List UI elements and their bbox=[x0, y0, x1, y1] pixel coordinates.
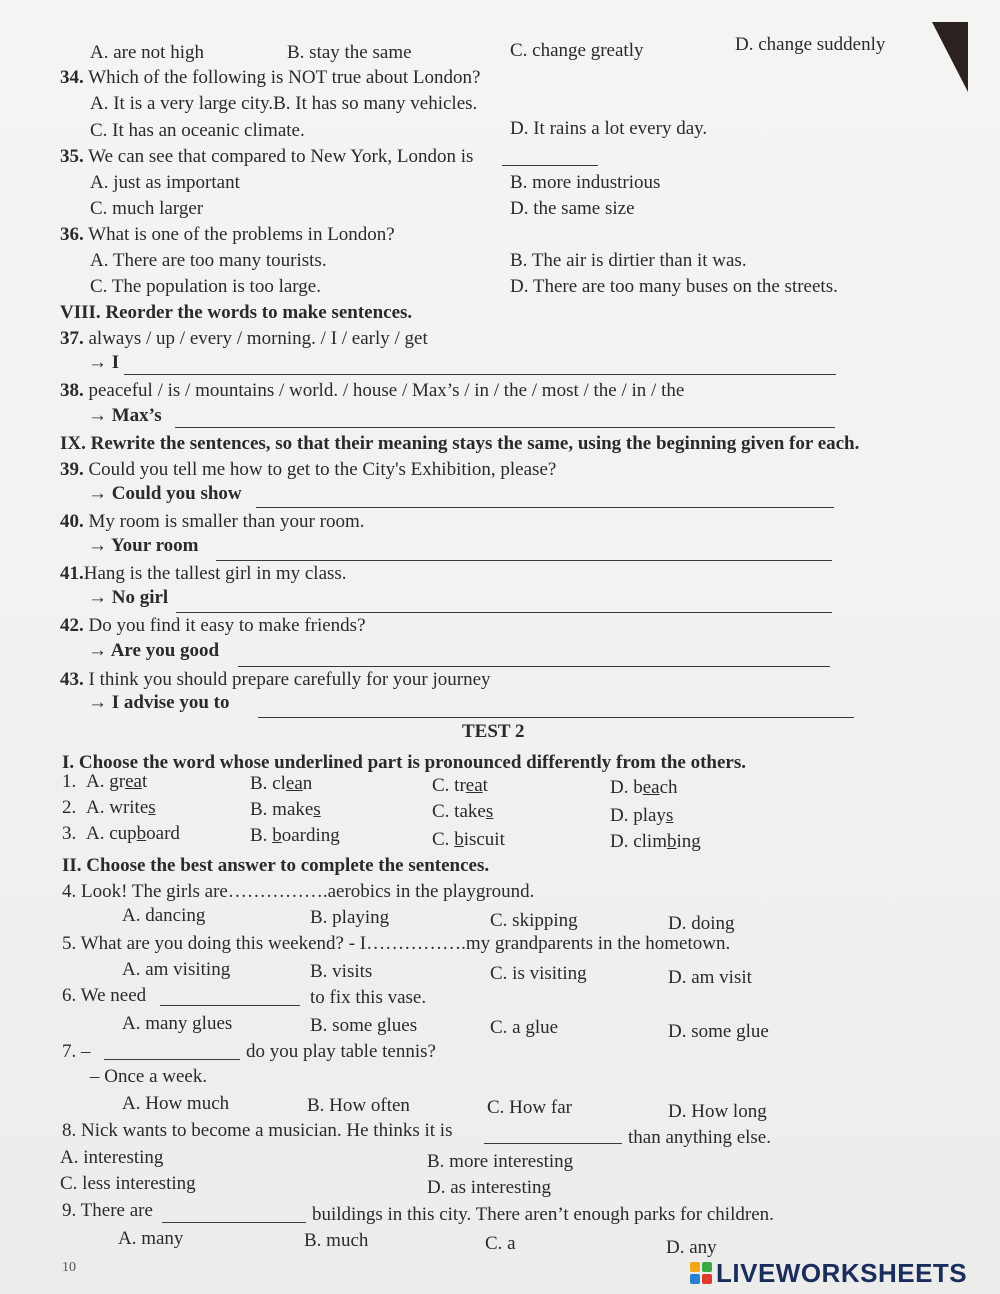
section-8-title: VIII. Reorder the words to make sentences. bbox=[60, 302, 413, 323]
q38-start-word: Max’s bbox=[111, 405, 162, 426]
q41-number: 41. bbox=[60, 563, 84, 584]
q37-answer-blank[interactable] bbox=[124, 374, 836, 375]
q35-option-c: C. much larger bbox=[90, 198, 204, 219]
p1-option-b: B. clean bbox=[250, 773, 313, 794]
q36-question bbox=[60, 224, 395, 246]
q7-number: 7. – bbox=[62, 1041, 91, 1062]
q5-number: 5. bbox=[62, 933, 77, 954]
p1-option-a: A. great bbox=[86, 771, 148, 792]
liveworksheets-icon bbox=[690, 1262, 712, 1284]
q39-number: 39. bbox=[60, 459, 84, 480]
q8-answer-blank[interactable] bbox=[484, 1143, 622, 1144]
q42-number: 42. bbox=[60, 615, 84, 636]
q34-option-ab: A. It is a very large city.B. It has so many vehicles. bbox=[90, 93, 478, 114]
q38-number: 38. bbox=[60, 380, 84, 401]
q40-answer-blank[interactable] bbox=[216, 560, 832, 561]
q43-answer-blank[interactable] bbox=[258, 717, 854, 718]
q43-text: I think you should prepare carefully for your journey bbox=[88, 669, 491, 690]
q8-option-c: C. less interesting bbox=[60, 1173, 196, 1194]
q5-option-a: A. am visiting bbox=[122, 959, 231, 980]
page-corner-shadow bbox=[932, 22, 968, 92]
q9-option-a: A. many bbox=[118, 1228, 184, 1249]
q37-number: 37. bbox=[60, 328, 84, 349]
arrow-icon: → bbox=[88, 535, 107, 556]
q33-option-b: B. stay the same bbox=[287, 42, 412, 63]
q38-answer-blank[interactable] bbox=[175, 427, 835, 428]
q8-option-d: D. as interesting bbox=[427, 1177, 552, 1198]
q9-text-post: buildings in this city. There aren’t enough parks for children. bbox=[312, 1204, 774, 1225]
q42-start-word: Are you good bbox=[110, 640, 220, 661]
q6-question-start bbox=[62, 985, 146, 1007]
q34-option-d: D. It rains a lot every day. bbox=[510, 118, 708, 139]
q43-number: 43. bbox=[60, 669, 84, 690]
p3-option-b: B. boarding bbox=[250, 825, 340, 846]
liveworksheets-logo[interactable] bbox=[690, 1258, 967, 1288]
q38-text: peaceful / is / mountains / world. / house / Max’s / in / the / most / the / in / the bbox=[88, 380, 685, 401]
q8-number: 8. bbox=[62, 1120, 77, 1141]
q9-number: 9. bbox=[62, 1200, 77, 1221]
q42-text: Do you find it easy to make friends? bbox=[88, 615, 366, 636]
q5-text: What are you doing this weekend? - I…………….my grandparents in the hometown. bbox=[80, 933, 731, 954]
p1-option-c: C. treat bbox=[432, 775, 488, 796]
q6-answer-blank[interactable] bbox=[160, 1005, 300, 1006]
q36-text: What is one of the problems in London? bbox=[88, 224, 395, 245]
q6-text-post: to fix this vase. bbox=[310, 987, 427, 1008]
q5-option-b: B. visits bbox=[310, 961, 373, 982]
q36-number: 36. bbox=[60, 224, 84, 245]
q39-question bbox=[60, 459, 556, 481]
p2-option-d: D. plays bbox=[610, 805, 674, 826]
q5-option-c: C. is visiting bbox=[490, 963, 587, 984]
q35-option-d: D. the same size bbox=[510, 198, 635, 219]
q9-option-b: B. much bbox=[304, 1230, 369, 1251]
q43-question bbox=[60, 669, 491, 691]
q37-answer-start bbox=[88, 352, 119, 374]
q6-option-b: B. some glues bbox=[310, 1015, 418, 1036]
q9-text-pre: There are bbox=[80, 1200, 153, 1221]
q41-answer-blank[interactable] bbox=[176, 612, 832, 613]
q7-option-b: B. How often bbox=[307, 1095, 410, 1116]
q4-option-a: A. dancing bbox=[122, 905, 206, 926]
p3-option-c: C. biscuit bbox=[432, 829, 505, 850]
p3-number: 3. bbox=[62, 823, 77, 844]
p2-number: 2. bbox=[62, 797, 77, 818]
q40-number: 40. bbox=[60, 511, 84, 532]
q35-option-a: A. just as important bbox=[90, 172, 240, 193]
q6-option-d: D. some glue bbox=[668, 1021, 769, 1042]
q8-option-a: A. interesting bbox=[60, 1147, 164, 1168]
section-2-title: II. Choose the best answer to complete the sentences. bbox=[62, 855, 490, 876]
p2-option-a: A. writes bbox=[86, 797, 156, 818]
q4-option-c: C. skipping bbox=[490, 910, 578, 931]
q42-answer-blank[interactable] bbox=[238, 666, 830, 667]
q42-answer-start bbox=[88, 640, 219, 662]
q4-number: 4. bbox=[62, 881, 77, 902]
q41-question bbox=[60, 563, 347, 585]
q9-question-start bbox=[62, 1200, 153, 1222]
q9-option-d: D. any bbox=[666, 1237, 717, 1258]
q43-start-word: I advise you to bbox=[111, 692, 230, 713]
page-number: 10 bbox=[62, 1260, 76, 1275]
arrow-icon: → bbox=[88, 483, 107, 504]
q5-question bbox=[62, 933, 730, 955]
q35-number: 35. bbox=[60, 146, 84, 167]
q4-option-d: D. doing bbox=[668, 913, 735, 934]
q33-option-a: A. are not high bbox=[90, 42, 204, 63]
q41-start-word: No girl bbox=[111, 587, 169, 608]
arrow-icon: → bbox=[88, 587, 107, 608]
q39-text: Could you tell me how to get to the City's Exhibition, please? bbox=[88, 459, 557, 480]
q39-answer-blank[interactable] bbox=[256, 507, 834, 508]
q40-question bbox=[60, 511, 365, 533]
q7-option-a: A. How much bbox=[122, 1093, 230, 1114]
q8-question-start bbox=[62, 1120, 452, 1142]
q33-option-d: D. change suddenly bbox=[735, 34, 886, 55]
q34-question bbox=[60, 67, 480, 89]
q37-text: always / up / every / morning. / I / early / get bbox=[88, 328, 428, 349]
q7-reply: – Once a week. bbox=[90, 1066, 208, 1087]
q7-text-post: do you play table tennis? bbox=[246, 1041, 436, 1062]
q5-option-d: D. am visit bbox=[668, 967, 752, 988]
q6-text-pre: We need bbox=[80, 985, 147, 1006]
q36-option-d: D. There are too many buses on the streets. bbox=[510, 276, 838, 297]
q35-answer-blank[interactable] bbox=[502, 165, 598, 166]
q6-option-a: A. many glues bbox=[122, 1013, 233, 1034]
q39-answer-start bbox=[88, 483, 242, 505]
q36-option-c: C. The population is too large. bbox=[90, 276, 321, 297]
q34-number: 34. bbox=[60, 67, 84, 88]
q8-text-post: than anything else. bbox=[628, 1127, 771, 1148]
q36-option-a: A. There are too many tourists. bbox=[90, 250, 327, 271]
p3-option-d: D. climbing bbox=[610, 831, 701, 852]
q34-option-c: C. It has an oceanic climate. bbox=[90, 120, 305, 141]
section-9-title: IX. Rewrite the sentences, so that their meaning stays the same, using the beginning given for each. bbox=[60, 433, 860, 454]
p1-option-d: D. beach bbox=[610, 777, 678, 798]
q9-option-c: C. a bbox=[485, 1233, 516, 1254]
q34-text: Which of the following is NOT true about London? bbox=[88, 67, 481, 88]
q8-text-pre: Nick wants to become a musician. He thinks it is bbox=[81, 1120, 453, 1141]
q35-option-b: B. more industrious bbox=[510, 172, 661, 193]
q4-question bbox=[62, 881, 534, 903]
q9-answer-blank[interactable] bbox=[162, 1222, 306, 1223]
q40-text: My room is smaller than your room. bbox=[88, 511, 365, 532]
q41-text: Hang is the tallest girl in my class. bbox=[83, 563, 347, 584]
arrow-icon: → bbox=[88, 692, 107, 713]
q7-option-c: C. How far bbox=[487, 1097, 572, 1118]
q4-option-b: B. playing bbox=[310, 907, 390, 928]
q33-option-c: C. change greatly bbox=[510, 40, 644, 61]
q6-option-c: C. a glue bbox=[490, 1017, 559, 1038]
q38-answer-start bbox=[88, 405, 162, 427]
q7-option-d: D. How long bbox=[668, 1101, 767, 1122]
q6-number: 6. bbox=[62, 985, 77, 1006]
q39-start-word: Could you show bbox=[111, 483, 242, 504]
q37-start-word: I bbox=[111, 352, 120, 373]
p1-number: 1. bbox=[62, 771, 77, 792]
arrow-icon: → bbox=[88, 352, 107, 373]
q42-question bbox=[60, 615, 366, 637]
q4-text: Look! The girls are…………….aerobics in the playground. bbox=[81, 881, 535, 902]
q38-question bbox=[60, 380, 684, 402]
p2-option-c: C. takes bbox=[432, 801, 494, 822]
q40-start-word: Your room bbox=[111, 535, 199, 556]
section-1-title: I. Choose the word whose underlined part is pronounced differently from the others. bbox=[62, 752, 747, 773]
q7-answer-blank[interactable] bbox=[104, 1059, 240, 1060]
q40-answer-start bbox=[88, 535, 199, 557]
q35-text: We can see that compared to New York, London is bbox=[88, 146, 474, 167]
q8-option-b: B. more interesting bbox=[427, 1151, 574, 1172]
q41-answer-start bbox=[88, 587, 168, 609]
q36-option-b: B. The air is dirtier than it was. bbox=[510, 250, 747, 271]
arrow-icon: → bbox=[88, 640, 107, 661]
arrow-icon: → bbox=[88, 405, 107, 426]
q43-answer-start bbox=[88, 692, 229, 714]
brand-name: LIVEWORKSHEETS bbox=[716, 1257, 968, 1288]
p3-option-a: A. cupboard bbox=[86, 823, 180, 844]
p2-option-b: B. makes bbox=[250, 799, 321, 820]
test-title: TEST 2 bbox=[462, 721, 525, 742]
q37-question bbox=[60, 328, 428, 350]
q35-question bbox=[60, 146, 473, 168]
